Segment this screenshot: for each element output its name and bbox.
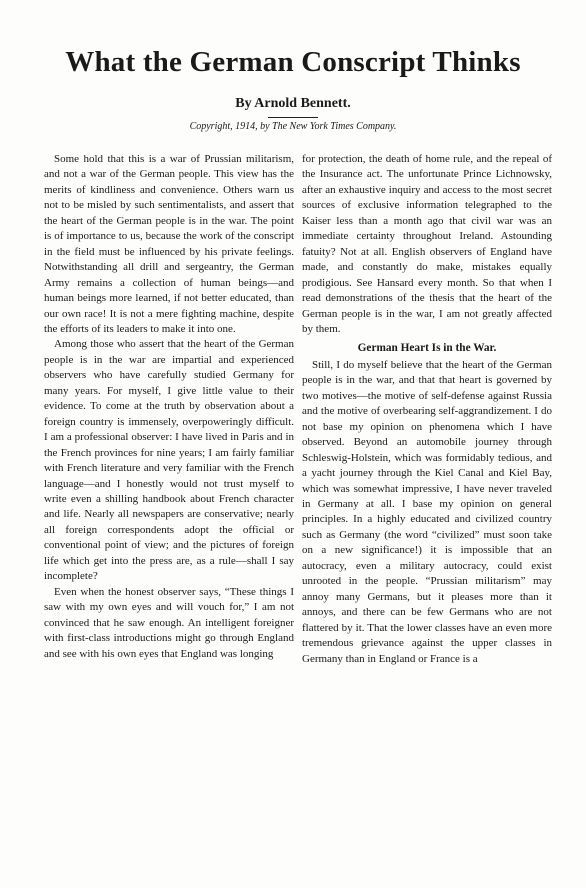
paragraph: Even when the honest observer says, “These things I saw with my own eyes and will vouch for,” I am not convinced that he saw enough. An intelligent foreigner with first-class introductions might go through England and see with his own eyes that England was longing — [44, 585, 294, 660]
article-title: What the German Conscript Thinks — [65, 46, 521, 78]
copyright-notice: Copyright, 1914, by The New York Times Company. — [189, 121, 397, 132]
section-subheading: German Heart Is in the War. — [357, 342, 497, 355]
left-column — [44, 152, 294, 662]
byline: By Arnold Bennett. — [235, 96, 351, 111]
paragraph: Some hold that this is a war of Prussian militarism, and not a war of the German people. This view has the merits of kindliness and convenience. Others warn us not to be misled by such sentimentalists, and assert that the heart of the German people is in the war. The point is of importance to us, because the work of the conscript in the field must be influenced by his private feelings. Notwithstanding all drill and sergeantry, the German Army remains a collection of human beings—and human beings more learned, if not better educated, than our own race! It is not a mere fighting machine, despite the efforts of its leaders to make it into one. — [44, 153, 294, 335]
right-column — [302, 152, 552, 667]
paragraph: Among those who assert that the heart of the German people is in the war are impartial and experienced observers who have carefully studied Germany for many years. For myself, I give little value to their evidence. To come at the truth by observation about a foreign country is immensely, overpoweringly difficult. I am a professional observer: I have lived in Paris and in the French provinces for nine years; I am fairly familiar with French literature and very familiar with the French language—and I honestly would not trust myself to write even a shilling handbook about French character and life. Nearly all newspapers are conservative; nearly all foreign correspondents adopt the official or conventional point of view; and the pictures of foreign life which get into the press are, as a rule—shall I say incomplete? — [44, 338, 294, 583]
paragraph: Still, I do myself believe that the heart of the German people is in the war, and that that heart is governed by two motives—the motive of self-defense against Russia and the motive of overbearing self-aggrandizement. I do not base my opinion on phenomena which I have observed. Beyond an automobile journey through Schleswig-Holstein, which was formidably tedious, and a yacht journey through the Kiel Canal and Kiel Bay, which was somewhat impressive, I have never traveled in Germany at all. I base my opinion on general principles. In a highly educated and civilized country such as Germany (the word “civilized” must soon take on a new significance!) it is impossible that an autocracy, even a military autocracy, could exist unrooted in the people. “Prussian militarism” may annoy many Germans, but it pleases more than it annoys, and there can be few Germans who are not flattered by it. That the lower classes have an even more tremendous grievance against the upper classes in Germany than in England or France is a — [302, 358, 552, 665]
paragraph-continuation: for protection, the death of home rule, and the repeal of the Insurance act. The unfortunate Prince Lichnowsky, after an exhaustive inquiry and access to the most secret sources of exclusive information telegraphed to the Kaiser less than a month ago that civil war was an immediate certainty throughout Ireland. Astounding fatuity? Not at all. English observers of England have made, and constantly do make, mistakes equally prodigious. See Hansard every month. So that when I read demonstrations of the thesis that the heart of the German people is in the war, I am not greatly affected by them. — [302, 153, 552, 335]
title-divider — [268, 117, 318, 118]
